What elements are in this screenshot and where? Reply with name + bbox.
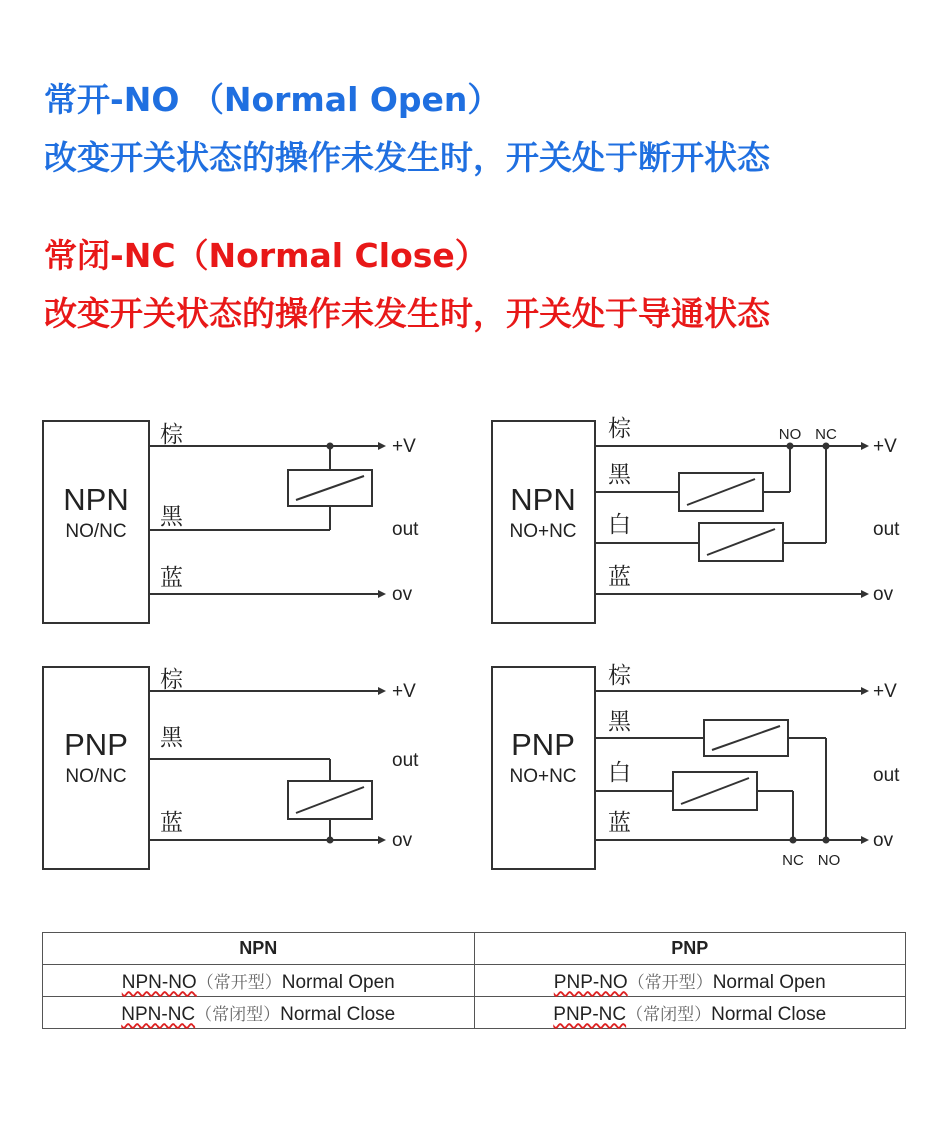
sensor-mode: NO+NC [509,766,577,787]
sensor-mode: NO/NC [65,766,127,787]
type-cn: （常闭型） [626,1004,712,1025]
contact-tag-no: NO [817,852,841,869]
column-header-npn: NPN [43,933,475,965]
sensor-type: PNP [64,727,128,762]
terminal-ov: ov [392,584,413,605]
sensor-mode: NO+NC [509,521,577,542]
column-header-pnp: PNP [474,933,906,965]
wire-label-blue: 蓝 [608,810,631,836]
model-code: PNP-NO [553,971,628,993]
terminal-out: out [873,519,900,540]
no-title: 常开-NO （Normal Open） [44,80,501,119]
nc-description: 改变开关状态的操作未发生时，开关处于导通状态 [44,294,770,333]
table-row [43,997,906,1029]
terminal-vplus: +V [392,681,416,702]
wire-label-blue: 蓝 [160,810,183,836]
wire-label-brown: 棕 [608,416,631,442]
type-en: Normal Open [281,971,395,993]
wire-label-blue: 蓝 [608,564,631,590]
terminal-vplus: +V [873,436,897,457]
sensor-type: NPN [510,482,576,517]
table-cell [474,965,906,997]
model-code: NPN-NC [121,1003,196,1025]
wire-label-white: 白 [608,512,631,538]
terminal-ov: ov [873,584,894,605]
terminal-out: out [392,750,419,771]
npn-pnp-comparison-table [42,932,906,1029]
contact-tag-nc: NC [815,426,837,443]
junction-dot [327,443,334,450]
terminal-out: out [873,765,900,786]
junction-dot [790,837,797,844]
table-row [43,965,906,997]
wiring-diagrams [0,400,950,880]
terminal-ov: ov [873,830,894,851]
terminal-vplus: +V [873,681,897,702]
sensor-type: NPN [63,482,129,517]
contact-tag-nc: NC [782,852,804,869]
type-cn: （常闭型） [195,1004,281,1025]
no-description: 改变开关状态的操作未发生时，开关处于断开状态 [44,138,770,177]
type-cn: （常开型） [627,972,713,993]
type-en: Normal Close [711,1003,827,1025]
type-en: Normal Close [280,1003,396,1025]
table-cell [43,997,475,1029]
nc-title: 常闭-NC（Normal Close） [44,236,488,275]
junction-dot [787,443,794,450]
contact-tag-no: NO [778,426,802,443]
wire-label-white: 白 [608,760,631,786]
model-code: PNP-NC [553,1003,627,1025]
terminal-ov: ov [392,830,413,851]
table-cell [43,965,475,997]
terminal-vplus: +V [392,436,416,457]
type-en: Normal Open [712,971,826,993]
model-code: NPN-NO [121,971,197,993]
junction-dot [823,837,830,844]
wire-label-black: 黑 [160,725,183,751]
table-cell [474,997,906,1029]
wire-label-black: 黑 [608,709,631,735]
table-header-row [43,933,906,965]
terminal-out: out [392,519,419,540]
wire-label-black: 黑 [160,504,183,530]
wire-label-brown: 棕 [160,667,183,693]
wire-label-black: 黑 [608,462,631,488]
junction-dot [823,443,830,450]
type-cn: （常开型） [196,972,282,993]
junction-dot [327,837,334,844]
wire-label-brown: 棕 [160,422,183,448]
sensor-type: PNP [511,727,575,762]
wire-label-brown: 棕 [608,663,631,689]
sensor-mode: NO/NC [65,521,127,542]
wire-label-blue: 蓝 [160,565,183,591]
